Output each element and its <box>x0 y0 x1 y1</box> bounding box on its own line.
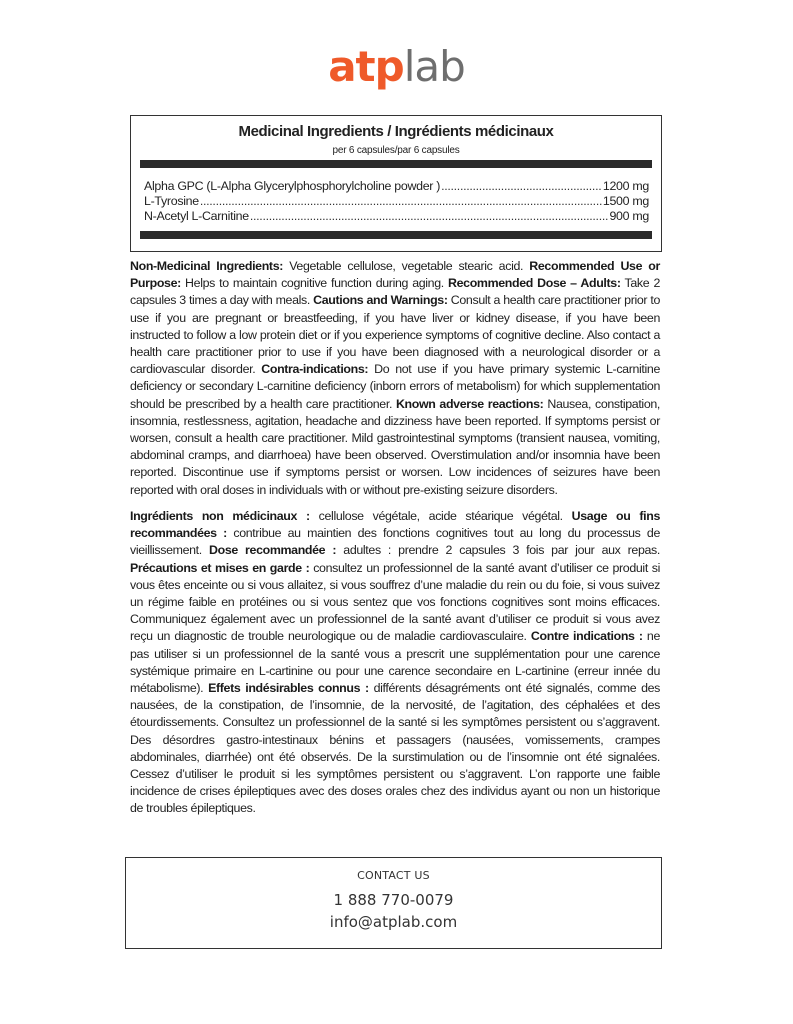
leader-dots <box>250 209 609 224</box>
en-adverse-text: Nausea, constipation, insomnia, restlessness, agitation, headache and dizziness have been reported. If symptoms persist or worsen, consult a health care practitioner. Mild gastrointestinal symptoms (transient nausea, vomiting, abdominal cramps, and diarrhoea) have been observed. Overstimulation and/or insomnia have been reported. Discontinue use if symptoms persist or worsen. Low incidences of seizures have been reported with oral doses in individuals with or without pre-existing seizure disorders. <box>130 396 661 497</box>
fr-cautions-text: consultez un professionnel de la santé avant d’utiliser ce produit si vous êtes enceinte ou si vous allaitez, si vous souffrez d’une maladie du rein ou du foie, si vous suivez un régime faible en protéines ou si vous sentez que vos fonctions cognitives sont moins efficaces. Communiquez également avec un professionnel de la santé avant d’utiliser ce produit si vous avez reçu un diagnostic de trouble neurologique ou de maladie cardiovasculaire. <box>130 560 660 644</box>
brand-logo <box>0 42 793 91</box>
ingredient-amount: 900 mg <box>609 209 649 223</box>
fr-contra-label: Contre indications : <box>530 629 643 644</box>
en-nmi-text: Vegetable cellulose, vegetable stearic acid. <box>283 259 530 273</box>
en-contra-label: Contra-indications: <box>261 362 369 377</box>
fr-contra-text: ne pas utiliser si un professionnel de la santé vous a prescrit une supplémentation pour une carence systémique primaire en L-cartinine ou pour une carence secondaire en L-cartinine (erreur innée du métabolisme). <box>130 629 660 696</box>
fr-dose-text: adultes : prendre 2 capsules 3 fois par jour aux repas. <box>336 543 660 558</box>
en-cautions-label: Cautions and Warnings: <box>313 293 448 308</box>
en-cautions-text: Consult a health care practitioner prior to use if you are pregnant or breastfeeding, if you have liver or kidney disease, if you have been instructed to follow a low protein diet or if you experience symptoms of cognitive decline. Also contact a health care practitioner prior to use if you have been diagnosed with a neurological disorder or a cardiovascular disorder. <box>130 293 660 377</box>
en-contra-text: Do not use if you have primary systemic L-carnitine deficiency or secondary L-carnitine deficiency (inborn errors of metabolism) for which supplementation should be prescribed by a health care practitioner. <box>130 362 661 411</box>
brand-logo-atp: atp <box>328 42 404 91</box>
fr-nmi-label: Ingrédients non médicinaux : <box>130 509 310 523</box>
en-dose-label: Recommended Dose – Adults: <box>448 276 621 291</box>
leader-dots <box>441 179 602 194</box>
ingredient-name: N-Acetyl L-Carnitine <box>144 209 249 223</box>
medicinal-ingredients-box <box>130 115 662 252</box>
french-label-text <box>130 508 660 818</box>
ingredients-bottom-bar <box>140 231 652 239</box>
ingredient-row <box>144 179 649 194</box>
leader-dots <box>200 194 602 209</box>
brand-logo-lab: lab <box>403 42 465 91</box>
ingredient-row <box>144 209 649 224</box>
en-nmi-label: Non-Medicinal Ingredients: <box>130 259 284 273</box>
ingredients-title: Medicinal Ingredients / Ingrédients médicinaux <box>238 123 554 140</box>
ingredient-name: Alpha GPC (L-Alpha Glycerylphosphorylcholine powder ) <box>144 179 441 193</box>
ingredients-top-bar <box>140 160 652 168</box>
contact-title: CONTACT US <box>357 869 430 882</box>
en-dose-text: Take 2 capsules 3 times a day with meals. <box>130 276 660 308</box>
fr-adverse-text: différents désagréments ont été signalés, comme des nausées, de la constipation, de l’insomnie, de la nervosité, de l’agitation, des céphalées et des étourdissements. Consultez un professionnel de la santé si les symptômes persistent ou s’aggravent. Des désordres gastro-intestinaux bénins et passagers (nausées, vomissements, crampes abdominales, diarrhée) ont été observés. De la surstimulation ou de l’insomnie ont été signalées. Cessez d’utiliser le produit si les symptômes persistent ou s’aggravent. L’on rapporte une faible incidence de crises épileptiques avec des doses orales chez des individus ayant ou non un historique de troubles épileptiques. <box>130 681 660 816</box>
contact-email: info@atplab.com <box>329 913 458 931</box>
fr-nmi-text: cellulose végétale, acide stéarique végétal. <box>309 509 572 523</box>
ingredient-amount: 1500 mg <box>602 194 649 208</box>
fr-dose-label: Dose recommandée : <box>209 543 337 558</box>
en-use-label: Recommended Use or Purpose: <box>130 259 661 291</box>
ingredients-subtitle: per 6 capsules/par 6 capsules <box>332 145 460 156</box>
english-label-text <box>130 258 660 499</box>
fr-cautions-label: Précautions et mises en garde : <box>130 560 310 575</box>
fr-adverse-label: Effets indésirables connus : <box>208 681 369 696</box>
ingredient-row <box>144 194 649 209</box>
fr-use-label: Usage ou fins recommandées : <box>130 509 660 541</box>
en-use-text: Helps to maintain cognitive function during aging. <box>180 276 449 291</box>
ingredient-amount: 1200 mg <box>602 179 649 193</box>
contact-box <box>125 857 662 949</box>
ingredients-list <box>144 179 649 224</box>
contact-phone: 1 888 770-0079 <box>333 891 454 909</box>
fr-use-text: contribue au maintien des fonctions cognitives tout au long du processus de vieillissement. <box>130 526 660 558</box>
ingredient-name: L-Tyrosine <box>144 194 199 208</box>
en-adverse-label: Known adverse reactions: <box>395 396 544 411</box>
